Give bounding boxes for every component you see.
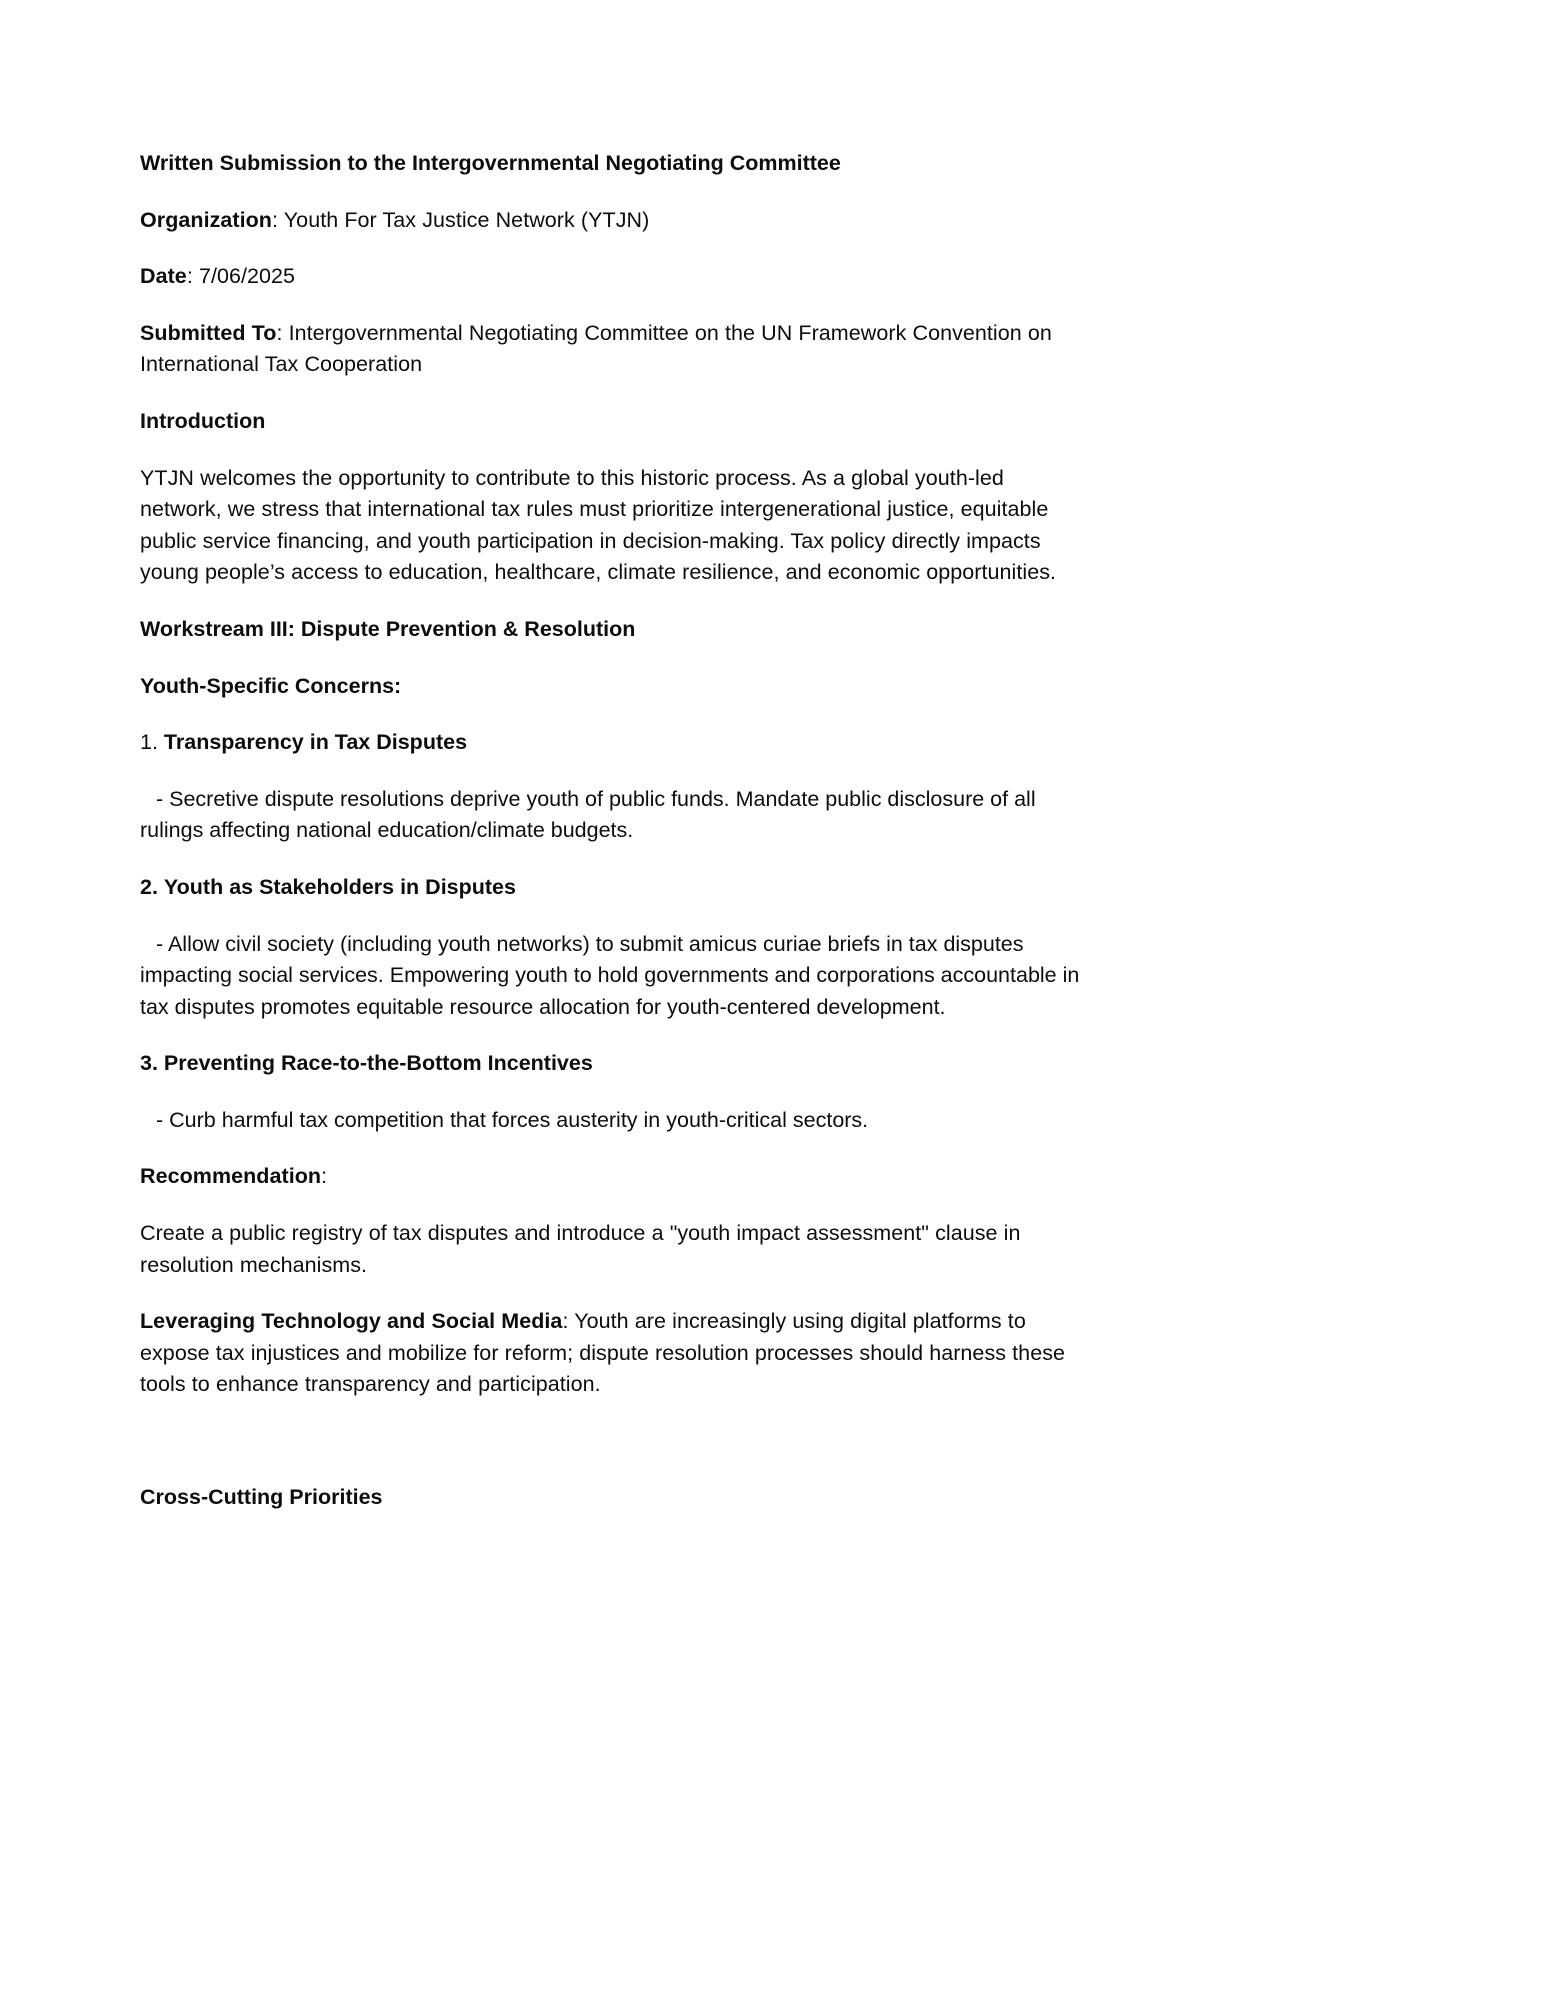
organization-label: Organization <box>140 207 272 232</box>
technology-paragraph <box>140 1306 1090 1401</box>
concern-item-detail: - Curb harmful tax competition that forces austerity in youth-critical sectors. <box>156 1107 869 1132</box>
recommendation-separator: : <box>321 1164 328 1189</box>
concern-item-title <box>140 1048 1090 1080</box>
technology-label: Leveraging Technology and Social Media <box>140 1309 563 1334</box>
concern-item-number: 3. <box>140 1051 158 1076</box>
organization-value: Youth For Tax Justice Network (YTJN) <box>283 207 650 232</box>
introduction-paragraph: YTJN welcomes the opportunity to contribute to this historic process. As a global youth-led network, we stress that international tax rules must prioritize intergenerational justice, equitable public service financing, and youth participation in decision-making. Tax policy directly impacts young people’s access to education, healthcare, climate resilience, and economic opportunities. <box>140 465 1057 585</box>
concern-item-number: 2. <box>140 874 158 899</box>
submitted-to-line <box>140 318 1090 381</box>
concern-item-detail: - Allow civil society (including youth networks) to submit amicus curiae briefs in tax disputes impacting social services. Empowering youth to hold governments and corporations accountable in tax disputes promotes equitable resource allocation for youth-centered development. <box>140 931 1080 1019</box>
concern-item-detail: - Secretive dispute resolutions deprive youth of public funds. Mandate public disclosure of all rulings affecting national education/climate budgets. <box>140 786 1036 843</box>
concern-item-label: Youth as Stakeholders in Disputes <box>163 874 516 899</box>
organization-separator: : <box>272 207 284 232</box>
submitted-to-separator: : <box>276 320 289 345</box>
submitted-to-value: Intergovernmental Negotiating Committee on the UN Framework Convention on International Tax Cooperation <box>140 320 1052 377</box>
technology-separator: : <box>562 1309 575 1334</box>
recommendation-heading <box>140 1161 1090 1193</box>
date-label: Date <box>140 264 187 289</box>
recommendation-body: Create a public registry of tax disputes and introduce a "youth impact assessment" clause in resolution mechanisms. <box>140 1221 1021 1277</box>
concern-item-title <box>140 872 1090 904</box>
cross-cutting-priorities-heading: Cross-Cutting Priorities <box>140 1485 383 1510</box>
date-separator: : <box>186 264 199 289</box>
technology-body: Youth are increasingly using digital platforms to expose tax injustices and mobilize for reform; dispute resolution processes should harness these tools to enhance transparency and participation. <box>140 1309 1066 1397</box>
workstream-heading: Workstream III: Dispute Prevention & Resolution <box>140 616 636 641</box>
date-value: 7/06/2025 <box>198 264 296 289</box>
concern-item-number: 1. <box>140 730 158 755</box>
page-title: Written Submission to the Intergovernmental Negotiating Committee <box>140 151 841 175</box>
recommendation-label: Recommendation <box>140 1164 322 1189</box>
youth-specific-concerns-heading: Youth-Specific Concerns: <box>140 673 402 698</box>
submitted-to-label: Submitted To <box>140 320 277 345</box>
date-line <box>140 261 1090 293</box>
section-spacer <box>140 1426 1090 1457</box>
document-body <box>140 148 1090 1514</box>
concern-item-label: Preventing Race-to-the-Bottom Incentives <box>163 1051 593 1076</box>
concern-item-label: Transparency in Tax Disputes <box>163 730 468 755</box>
organization-line <box>140 205 1090 237</box>
concern-item-title <box>140 727 1090 759</box>
introduction-heading: Introduction <box>140 408 266 433</box>
